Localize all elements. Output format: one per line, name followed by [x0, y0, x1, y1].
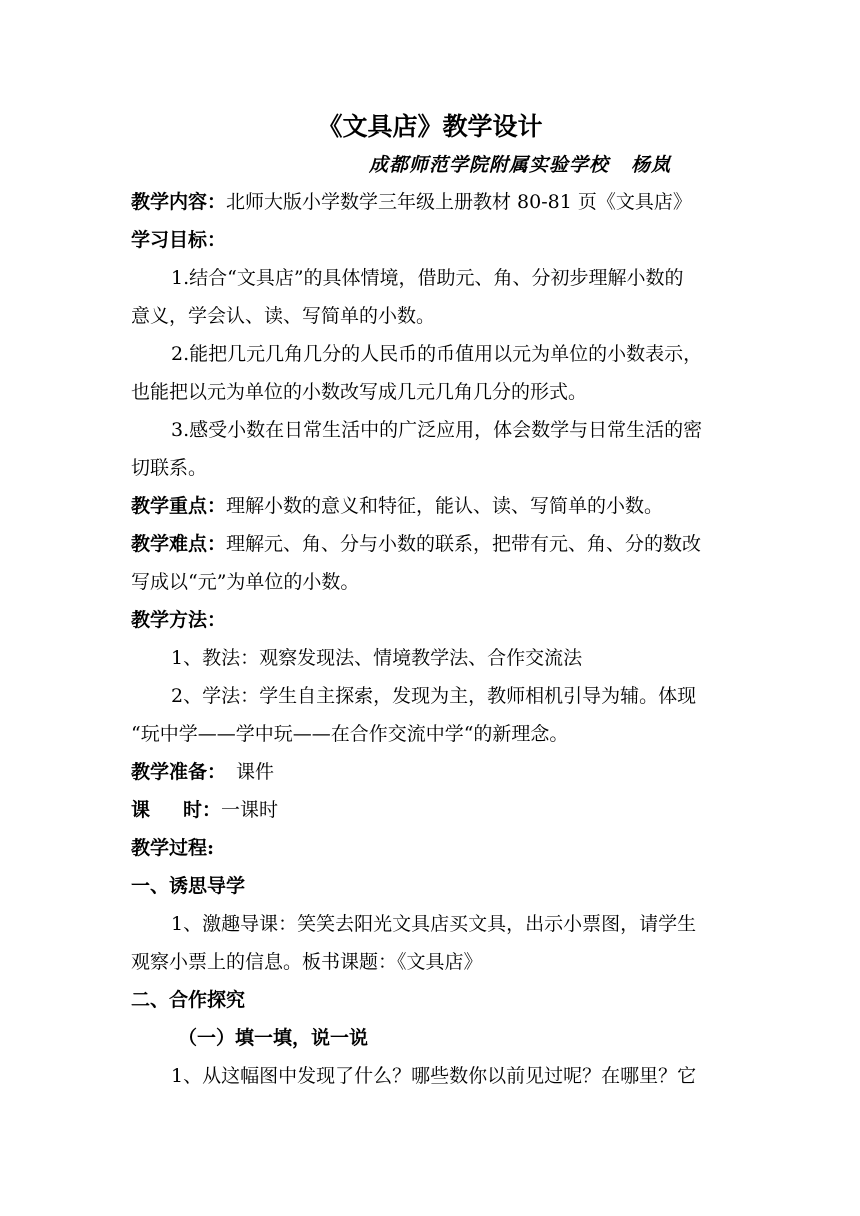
section-1-item-line1: 1、激趣导课：笑笑去阳光文具店买文具，出示小票图，请学生 — [171, 913, 697, 935]
author-line — [369, 150, 671, 177]
section-1-item-line2: 观察小票上的信息。板书课题：《文具店》 — [131, 951, 483, 973]
difficulties-text-2: 写成以“元”为单位的小数。 — [131, 571, 360, 593]
period — [131, 798, 731, 822]
objective-3-line1: 3.感受小数在日常生活中的广泛应用，体会数学与日常生活的密 — [171, 419, 703, 441]
objectives-label: 学习目标： — [131, 229, 227, 251]
methods-item-1: 1、教法：观察发现法、情境教学法、合作交流法 — [171, 647, 583, 669]
objective-1-line2: 意义，学会认、读、写简单的小数。 — [131, 305, 436, 327]
period-label-b: 时： — [183, 799, 222, 821]
preparation-label: 教学准备： — [131, 761, 227, 783]
author-name: 杨岚 — [631, 154, 672, 176]
objective-2-line1: 2.能把几元几角几分的人民币的币值用以元为单位的小数表示， — [171, 343, 703, 365]
difficulties — [131, 532, 731, 556]
section-2-subheading: （一）填一填，说一说 — [178, 1027, 369, 1049]
process-label: 教学过程: — [131, 837, 215, 859]
methods-item-2-line2: “玩中学——学中玩——在合作交流中学“的新理念。 — [131, 723, 569, 745]
preparation — [131, 760, 731, 784]
teaching-content — [131, 190, 731, 214]
section-2-heading: 二、合作探究 — [131, 989, 246, 1011]
preparation-text: 课件 — [236, 761, 275, 783]
methods-label: 教学方法： — [131, 609, 227, 631]
difficulties-text-1: 理解元、角、分与小数的联系，把带有元、角、分的数改 — [226, 533, 702, 555]
period-label-a: 课 — [131, 799, 151, 821]
difficulties-label: 教学难点： — [131, 533, 227, 555]
content-label: 教学内容： — [131, 191, 227, 213]
objective-1-line1: 1.结合“文具店”的具体情境，借助元、角、分初步理解小数的 — [171, 267, 684, 289]
key-points — [131, 494, 731, 518]
author-school: 成都师范学院附属实验学校 — [369, 154, 610, 176]
content-text: 北师大版小学数学三年级上册教材 80-81 页《文具店》 — [226, 191, 692, 213]
section-1-heading: 一、诱思导学 — [131, 875, 246, 897]
methods-item-2-line1: 2、学法：学生自主探索，发现为主，教师相机引导为辅。体现 — [171, 685, 697, 707]
objective-3-line2: 切联系。 — [131, 457, 208, 479]
section-2-item-line1: 1、从这幅图中发现了什么？哪些数你以前见过呢？在哪里？它 — [171, 1065, 697, 1087]
key-points-text: 理解小数的意义和特征，能认、读、写简单的小数。 — [226, 495, 664, 517]
key-points-label: 教学重点： — [131, 495, 227, 517]
period-text: 一课时 — [221, 799, 279, 821]
objective-2-line2: 也能把以元为单位的小数改写成几元几角几分的形式。 — [131, 381, 588, 403]
document-title: 《文具店》教学设计 — [317, 112, 543, 141]
